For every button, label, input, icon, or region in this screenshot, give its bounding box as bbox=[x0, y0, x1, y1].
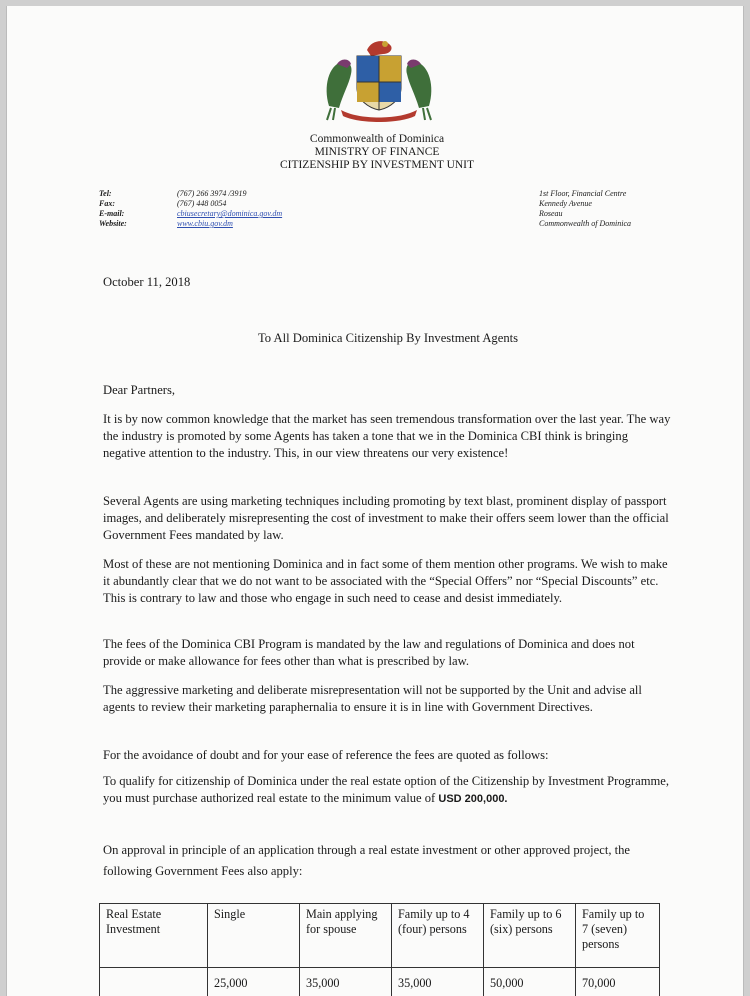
tel-label: Tel: bbox=[99, 189, 112, 198]
address-line: Kennedy Avenue bbox=[539, 199, 592, 208]
table-cell: 35,000 bbox=[300, 968, 392, 996]
fax-value: (767) 448 0054 bbox=[177, 199, 227, 208]
table-header-row bbox=[100, 904, 660, 968]
table-header-cell: Family up to 6 (six) persons bbox=[484, 904, 576, 968]
paragraph: The aggressive marketing and deliberate misrepresentation will not be supported by the Unit and advise all agents to review their marketing paraphernalia to ensure it is in line with Government Directives. bbox=[103, 683, 642, 714]
table-header-cell: Main applying for spouse bbox=[300, 904, 392, 968]
salutation: Dear Partners, bbox=[103, 383, 176, 397]
email-label: E-mail: bbox=[99, 209, 125, 218]
letterhead-line-unit: CITIZENSHIP BY INVESTMENT UNIT bbox=[279, 159, 475, 171]
paragraph: On approval in principle of an application through a real estate investment or other approved project, the following Government Fees also apply: bbox=[103, 843, 631, 878]
table-row bbox=[100, 968, 660, 996]
table-header-cell: Single bbox=[208, 904, 300, 968]
paragraph: The fees of the Dominica CBI Program is mandated by the law and regulations of Dominica and does not provide or make allowance for fees other than what is prescribed by law. bbox=[103, 637, 635, 668]
address-line: Commonwealth of Dominica bbox=[539, 219, 631, 228]
address-line: Roseau bbox=[539, 209, 563, 218]
paragraph-real-estate bbox=[103, 773, 673, 808]
paragraph: Several Agents are using marketing techniques including promoting by text blast, prominent display of passport images, and deliberately misrepresenting the cost of investment to make their offers seem lower than the official Government Fees mandated by law. bbox=[103, 494, 669, 542]
tel-value: (767) 266 3974 /3919 bbox=[177, 189, 247, 198]
paragraph-text: To qualify for citizenship of Dominica under the real estate option of the Citizenship by Investment Programme, you must purchase authorized real estate to the minimum value of bbox=[103, 774, 670, 805]
paragraph: For the avoidance of doubt and for your ease of reference the fees are quoted as follows: bbox=[103, 748, 549, 762]
coat-of-arms-emblem bbox=[319, 36, 439, 122]
letterhead-line-ministry: MINISTRY OF FINANCE bbox=[314, 146, 440, 158]
letter-subject: To All Dominica Citizenship By Investment Agents bbox=[257, 331, 519, 345]
email-link[interactable]: cbiusecretary@dominica.gov.dm bbox=[177, 209, 283, 218]
table-header-cell: Real Estate Investment bbox=[100, 904, 208, 968]
table-cell bbox=[100, 968, 208, 996]
table-cell: 35,000 bbox=[392, 968, 484, 996]
website-label: Website: bbox=[99, 219, 127, 228]
government-fees-table bbox=[99, 903, 660, 996]
table-header-cell: Family up to 7 (seven) persons bbox=[576, 904, 660, 968]
paragraph: It is by now common knowledge that the market has seen tremendous transformation over the last year. The way the industry is promoted by some Agents has taken a tone that we in the Dominica CBI think is bringing negative attention to the industry. This, in our view threatens our very existence! bbox=[103, 412, 671, 460]
minimum-investment-amount: USD 200,000. bbox=[438, 793, 508, 805]
table-cell: 25,000 bbox=[208, 968, 300, 996]
contact-labels bbox=[99, 189, 127, 229]
letter-page bbox=[6, 6, 744, 996]
paragraph: Most of these are not mentioning Dominica and in fact some of them mention other programs. We wish to make it abundantly clear that we do not want to be associated with the “Special Offers” nor “Special Discounts” etc. This is contrary to law and those who engage in such need to cease and desist immediately. bbox=[103, 557, 668, 605]
fax-label: Fax: bbox=[99, 199, 115, 208]
contact-values bbox=[177, 189, 282, 229]
letterhead-line-commonwealth: Commonwealth of Dominica bbox=[309, 133, 445, 145]
table-header-cell: Family up to 4 (four) persons bbox=[392, 904, 484, 968]
address-line: 1st Floor, Financial Centre bbox=[539, 189, 627, 198]
website-link[interactable]: www.cbiu.gov.dm bbox=[177, 219, 233, 228]
letter-date: October 11, 2018 bbox=[103, 275, 191, 289]
table-cell: 70,000 bbox=[576, 968, 660, 996]
table-cell: 50,000 bbox=[484, 968, 576, 996]
address-block bbox=[539, 189, 631, 229]
